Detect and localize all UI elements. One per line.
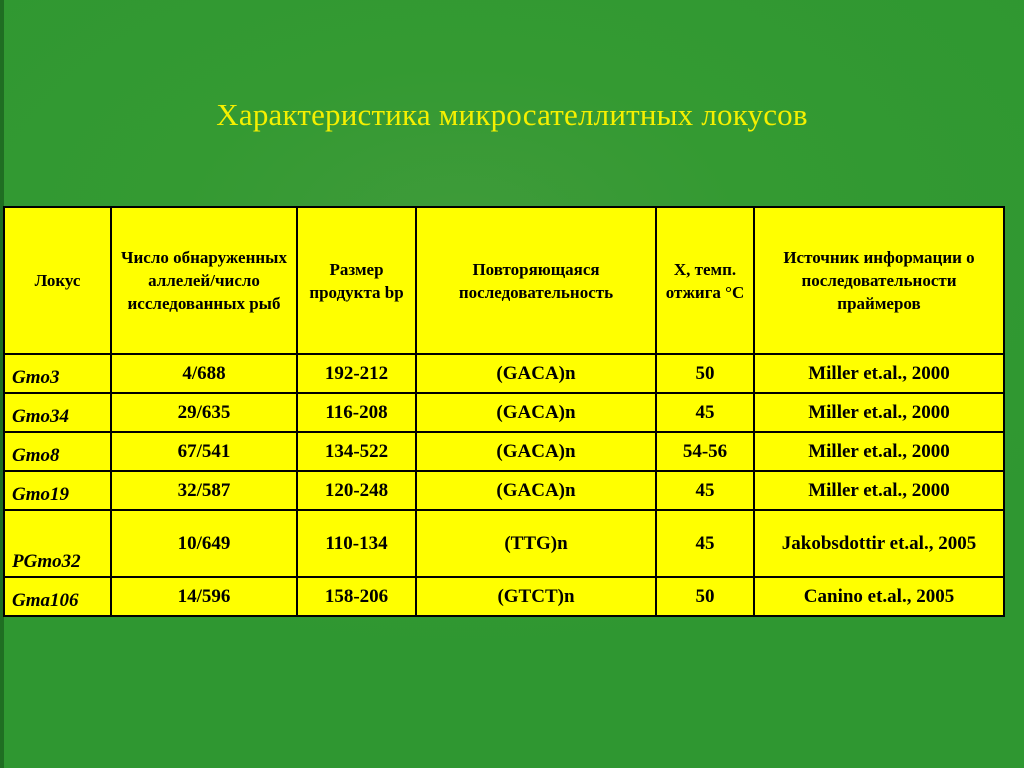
cell-alleles: 14/596 <box>111 577 297 616</box>
cell-repeat-sequence: (GACA)n <box>416 432 656 471</box>
cell-primer-source: Miller et.al., 2000 <box>754 354 1004 393</box>
cell-primer-source: Miller et.al., 2000 <box>754 471 1004 510</box>
cell-primer-source: Jakobsdottir et.al., 2005 <box>754 510 1004 577</box>
cell-locus: Gmo19 <box>4 471 111 510</box>
header-product-size: Размер продукта bp <box>297 207 416 354</box>
cell-locus: Gma106 <box>4 577 111 616</box>
header-alleles: Число обнаруженных аллелей/число исследованных рыб <box>111 207 297 354</box>
cell-locus: Gmo8 <box>4 432 111 471</box>
header-annealing-temp: Х, темп. отжига °С <box>656 207 754 354</box>
slide-title: Характеристика микросателлитных локусов <box>216 96 808 132</box>
cell-product-size: 134-522 <box>297 432 416 471</box>
cell-primer-source: Miller et.al., 2000 <box>754 393 1004 432</box>
header-repeat-sequence: Повторяющаяся последовательность <box>416 207 656 354</box>
cell-primer-source: Miller et.al., 2000 <box>754 432 1004 471</box>
header-primer-source: Источник информации о последовательности праймеров <box>754 207 1004 354</box>
table-header-row <box>4 207 1004 354</box>
cell-annealing-temp: 45 <box>656 471 754 510</box>
cell-primer-source: Canino et.al., 2005 <box>754 577 1004 616</box>
cell-alleles: 32/587 <box>111 471 297 510</box>
cell-repeat-sequence: (GACA)n <box>416 354 656 393</box>
cell-alleles: 4/688 <box>111 354 297 393</box>
table-row <box>4 354 1004 393</box>
cell-product-size: 120-248 <box>297 471 416 510</box>
table-row <box>4 471 1004 510</box>
cell-locus: Gmo34 <box>4 393 111 432</box>
cell-alleles: 67/541 <box>111 432 297 471</box>
cell-repeat-sequence: (GTCT)n <box>416 577 656 616</box>
table-row <box>4 577 1004 616</box>
cell-repeat-sequence: (TTG)n <box>416 510 656 577</box>
cell-alleles: 29/635 <box>111 393 297 432</box>
cell-repeat-sequence: (GACA)n <box>416 393 656 432</box>
cell-product-size: 116-208 <box>297 393 416 432</box>
cell-locus: Gmo3 <box>4 354 111 393</box>
cell-annealing-temp: 45 <box>656 393 754 432</box>
table-row <box>4 393 1004 432</box>
cell-product-size: 192-212 <box>297 354 416 393</box>
cell-annealing-temp: 50 <box>656 354 754 393</box>
cell-alleles: 10/649 <box>111 510 297 577</box>
table-row <box>4 432 1004 471</box>
cell-annealing-temp: 45 <box>656 510 754 577</box>
microsatellite-loci-table <box>3 206 1005 617</box>
table-row <box>4 510 1004 577</box>
header-locus: Локус <box>4 207 111 354</box>
cell-annealing-temp: 54-56 <box>656 432 754 471</box>
cell-product-size: 110-134 <box>297 510 416 577</box>
cell-locus: PGmo32 <box>4 510 111 577</box>
cell-product-size: 158-206 <box>297 577 416 616</box>
cell-annealing-temp: 50 <box>656 577 754 616</box>
cell-repeat-sequence: (GACA)n <box>416 471 656 510</box>
